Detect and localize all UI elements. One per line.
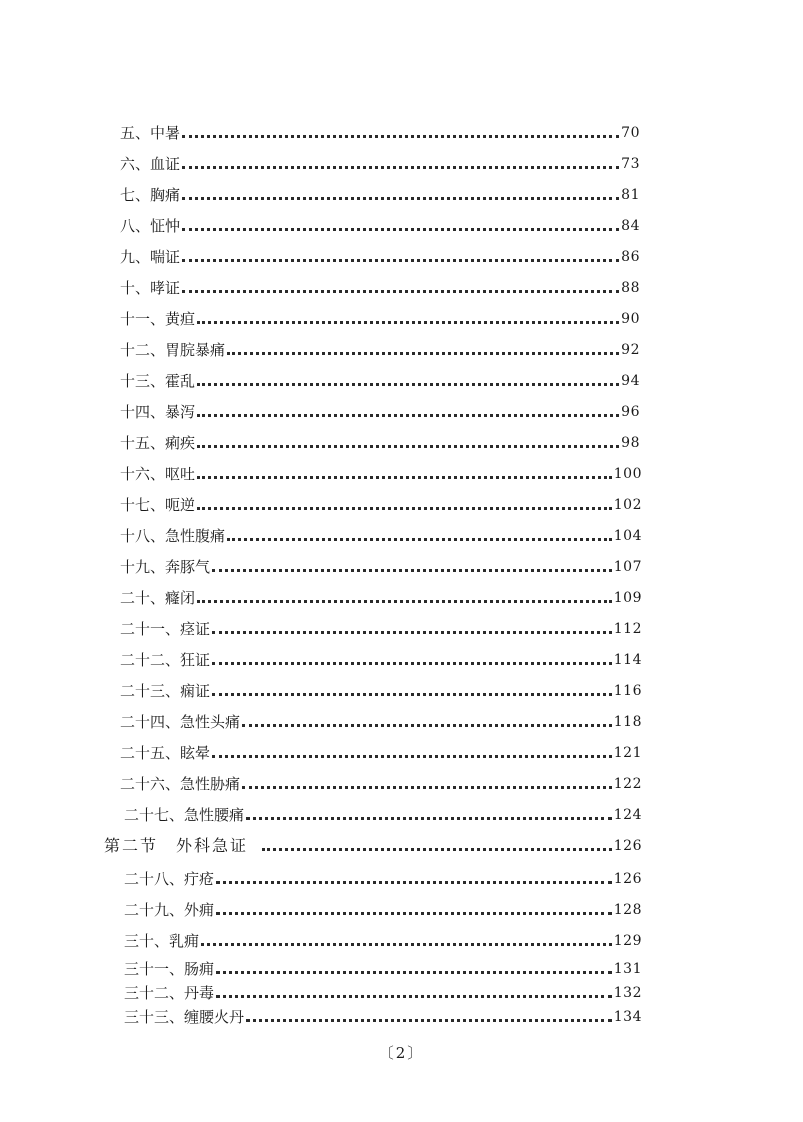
toc-entry[interactable] xyxy=(120,122,640,144)
toc-entry-page: 90 xyxy=(621,311,640,327)
toc-entry-page: 122 xyxy=(613,776,642,792)
dot-leader xyxy=(242,721,612,727)
toc-entry[interactable] xyxy=(120,587,642,609)
toc-entry[interactable] xyxy=(120,184,640,206)
toc-entry[interactable] xyxy=(120,649,642,671)
toc-entry-label: 五、中暑 xyxy=(120,124,181,142)
toc-entry-label: 八、怔忡 xyxy=(120,217,181,235)
toc-entry-page: 84 xyxy=(621,218,640,234)
toc-entry-label: 二十、癃闭 xyxy=(120,589,196,607)
dot-leader xyxy=(227,535,612,541)
toc-entry[interactable] xyxy=(120,525,642,547)
toc-entry-label: 三十二、丹毒 xyxy=(124,984,215,1002)
toc-entry[interactable] xyxy=(120,308,640,330)
toc-entry-label: 二十二、狂证 xyxy=(120,651,211,669)
toc-entry-page: 102 xyxy=(613,497,642,513)
toc-entry-label: 二十三、痫证 xyxy=(120,682,211,700)
toc-entry-page: 126 xyxy=(613,838,642,854)
toc-entry[interactable] xyxy=(124,982,642,1004)
toc-entry-label: 十二、胃脘暴痛 xyxy=(120,341,226,359)
dot-leader xyxy=(201,940,612,946)
toc-entry[interactable] xyxy=(124,804,642,826)
page-number: 〔2〕 xyxy=(378,1044,425,1062)
dot-leader xyxy=(212,566,612,572)
toc-entry-page: 92 xyxy=(621,342,640,358)
toc-section-heading[interactable] xyxy=(104,835,642,857)
toc-entry-label: 十九、奔豚气 xyxy=(120,558,211,576)
dot-leader xyxy=(182,225,619,231)
toc-entry-page: 86 xyxy=(621,249,640,265)
dot-leader xyxy=(197,411,619,417)
dot-leader xyxy=(197,504,612,510)
dot-leader xyxy=(197,597,612,603)
dot-leader xyxy=(212,752,612,758)
toc-entry-label: 二十一、痉证 xyxy=(120,620,211,638)
toc-entry-label: 二十九、外痈 xyxy=(124,901,215,919)
toc-entry-page: 88 xyxy=(621,280,640,296)
dot-leader xyxy=(262,845,612,851)
dot-leader xyxy=(246,814,612,820)
toc-entry[interactable] xyxy=(120,680,642,702)
toc-entry[interactable] xyxy=(120,742,642,764)
toc-entry-label: 二十六、急性胁痛 xyxy=(120,775,241,793)
toc-entry-page: 116 xyxy=(613,683,642,699)
toc-entry-label: 三十三、缠腰火丹 xyxy=(124,1008,245,1026)
toc-entry-label: 二十五、眩晕 xyxy=(120,744,211,762)
toc-entry[interactable] xyxy=(120,773,642,795)
toc-entry-label: 三十、乳痈 xyxy=(124,932,200,950)
toc-entry-label: 七、胸痛 xyxy=(120,186,181,204)
toc-entry-page: 96 xyxy=(621,404,640,420)
toc-entry-page: 129 xyxy=(613,933,642,949)
toc-entry-page: 124 xyxy=(613,807,642,823)
dot-leader xyxy=(246,1016,612,1022)
toc-entry-page: 128 xyxy=(613,902,642,918)
dot-leader xyxy=(182,132,619,138)
toc-entry-page: 98 xyxy=(621,435,640,451)
toc-entry-label: 十八、急性腹痛 xyxy=(120,527,226,545)
dot-leader xyxy=(216,878,612,884)
toc-entry-label: 二十四、急性头痛 xyxy=(120,713,241,731)
toc-entry-label: 十七、呃逆 xyxy=(120,496,196,514)
toc-entry-page: 121 xyxy=(613,745,642,761)
toc-entry[interactable] xyxy=(120,494,642,516)
toc-entry[interactable] xyxy=(124,958,642,980)
toc-entry[interactable] xyxy=(120,556,642,578)
dot-leader xyxy=(242,783,612,789)
toc-entry[interactable] xyxy=(120,370,640,392)
dot-leader xyxy=(212,628,612,634)
toc-entry[interactable] xyxy=(120,618,642,640)
toc-entry-page: 126 xyxy=(613,871,642,887)
dot-leader xyxy=(216,968,612,974)
toc-entry[interactable] xyxy=(124,930,642,952)
dot-leader xyxy=(182,256,619,262)
dot-leader xyxy=(216,909,612,915)
toc-entry-label: 十一、黄疸 xyxy=(120,310,196,328)
toc-entry[interactable] xyxy=(120,401,640,423)
dot-leader xyxy=(227,349,619,355)
toc-entry[interactable] xyxy=(120,215,640,237)
toc-entry[interactable] xyxy=(120,432,640,454)
toc-entry-page: 70 xyxy=(621,125,640,141)
dot-leader xyxy=(197,318,619,324)
toc-entry-label: 十、哮证 xyxy=(120,279,181,297)
toc-entry-label: 二十七、急性腰痛 xyxy=(124,806,245,824)
toc-entry[interactable] xyxy=(120,246,640,268)
toc-entry[interactable] xyxy=(120,339,640,361)
toc-entry-page: 114 xyxy=(613,652,642,668)
toc-entry[interactable] xyxy=(120,153,640,175)
toc-entry-label: 十六、呕吐 xyxy=(120,465,196,483)
toc-entry-page: 132 xyxy=(613,985,642,1001)
toc-entry-label: 十三、霍乱 xyxy=(120,372,196,390)
toc-entry-page: 131 xyxy=(613,961,642,977)
toc-section-label: 第二节 外科急证 xyxy=(104,836,249,855)
toc-entry-page: 134 xyxy=(613,1009,642,1025)
toc-entry-page: 112 xyxy=(613,621,642,637)
toc-entry-page: 94 xyxy=(621,373,640,389)
dot-leader xyxy=(197,473,612,479)
toc-entry-label: 九、喘证 xyxy=(120,248,181,266)
toc-entry-label: 六、血证 xyxy=(120,155,181,173)
toc-entry[interactable] xyxy=(120,463,642,485)
toc-entry-page: 81 xyxy=(621,187,640,203)
dot-leader xyxy=(182,287,619,293)
toc-entry[interactable] xyxy=(124,1006,642,1028)
toc-entry-page: 73 xyxy=(621,156,640,172)
toc-entry[interactable] xyxy=(124,899,642,921)
toc-entry[interactable] xyxy=(124,868,642,890)
dot-leader xyxy=(182,194,619,200)
dot-leader xyxy=(197,442,619,448)
toc-entry-label: 十五、痢疾 xyxy=(120,434,196,452)
toc-entry[interactable] xyxy=(120,711,642,733)
toc-entry-page: 109 xyxy=(613,590,642,606)
dot-leader xyxy=(216,992,612,998)
toc-entry-page: 104 xyxy=(613,528,642,544)
toc-entry-label: 二十八、疔疮 xyxy=(124,870,215,888)
toc-entry-label: 十四、暴泻 xyxy=(120,403,196,421)
dot-leader xyxy=(182,163,619,169)
dot-leader xyxy=(212,690,612,696)
toc-entry[interactable] xyxy=(120,277,640,299)
toc-entry-page: 107 xyxy=(613,559,642,575)
toc-entry-page: 118 xyxy=(613,714,642,730)
toc-entry-page: 100 xyxy=(613,466,642,482)
dot-leader xyxy=(212,659,612,665)
dot-leader xyxy=(197,380,619,386)
toc-entry-label: 三十一、肠痈 xyxy=(124,960,215,978)
